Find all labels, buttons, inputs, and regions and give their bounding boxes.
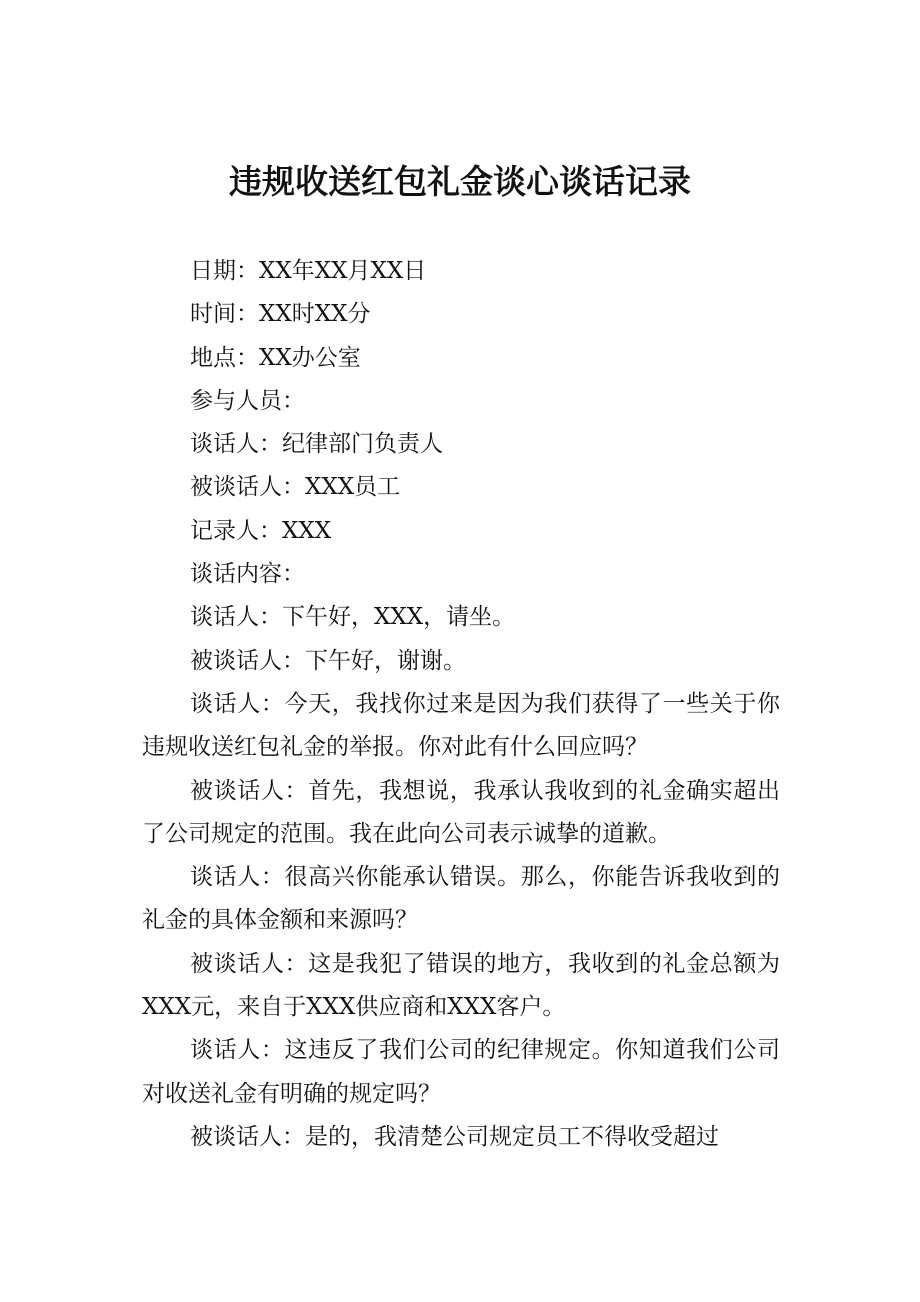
dialogue-paragraph: 被谈话人：是的，我清楚公司规定员工不得收受超过 [190,1123,719,1150]
content-heading: 谈话内容： [190,561,305,588]
location-line: 地点：XX办公室 [190,344,361,371]
interviewer-line: 谈话人：纪律部门负责人 [190,431,443,458]
recorder-line: 记录人：XXX [190,517,332,544]
dialogue-paragraph: 被谈话人：下午好，谢谢。 [190,647,466,674]
document-title: 违规收送红包礼金谈心谈话记录 [229,162,691,201]
participants-heading: 参与人员： [190,387,305,414]
dialogue-paragraph: 谈话人：很高兴你能承认错误。那么，你能告诉我收到的礼金的具体金额和来源吗？ [142,864,780,934]
date-line: 日期：XX年XX月XX日 [190,258,427,284]
dialogue-paragraph: 被谈话人：这是我犯了错误的地方，我收到的礼金总额为XXX元，来自于XXX供应商和XXX客户。 [142,950,780,1021]
dialogue-paragraph: 谈话人：下午好，XXX，请坐。 [190,604,516,631]
document-body [142,250,780,1159]
dialogue-paragraph: 被谈话人：首先，我想说，我承认我收到的礼金确实超出了公司规定的范围。我在此向公司表示诚挚的道歉。 [142,777,780,847]
time-line: 时间：XX时XX分 [190,301,371,328]
dialogue-paragraph: 谈话人：这违反了我们公司的纪律规定。你知道我们公司对收送礼金有明确的规定吗？ [142,1037,780,1107]
dialogue-paragraph: 谈话人：今天，我找你过来是因为我们获得了一些关于你违规收送红包礼金的举报。你对此有什么回应吗？ [142,690,780,761]
interviewee-line: 被谈话人：XXX员工 [190,474,401,501]
